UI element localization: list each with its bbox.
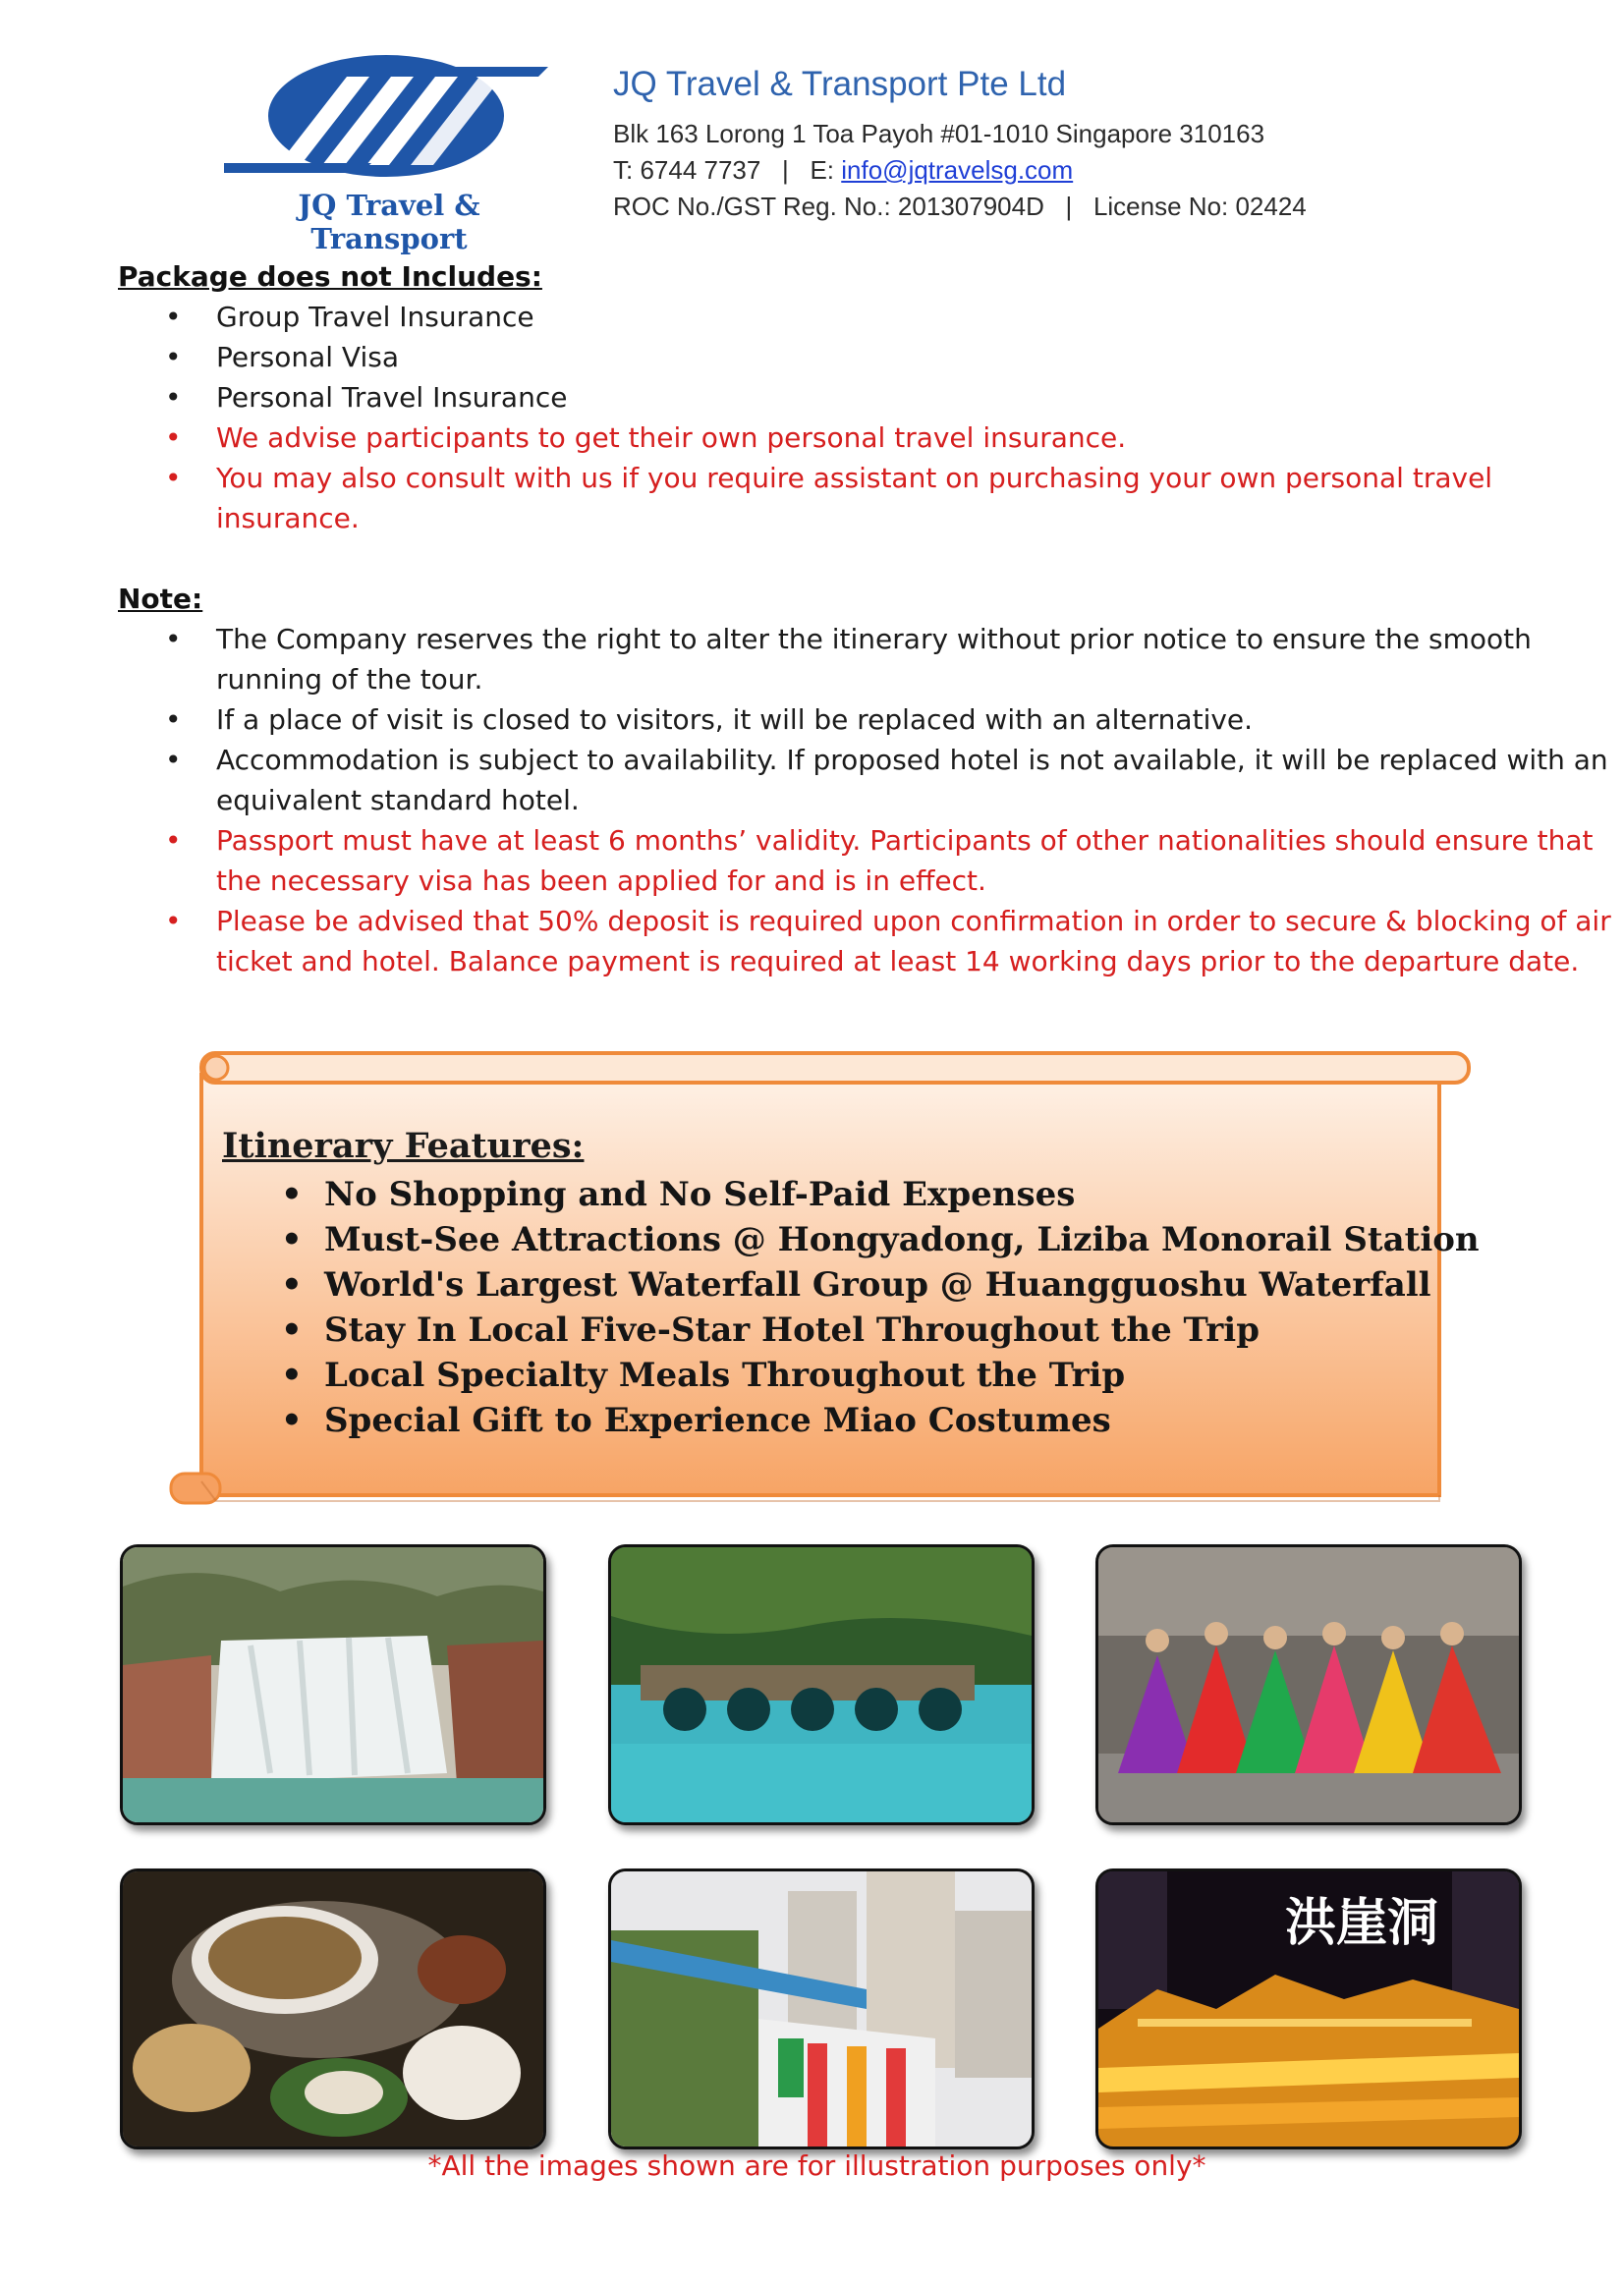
list-item: • Group Travel Insurance (118, 297, 1624, 337)
bullet-icon: • (165, 421, 182, 454)
list-item: • No Shopping and No Self-Paid Expenses (222, 1172, 1480, 1217)
features-list (222, 1172, 1480, 1443)
hongyadong-sign: 洪崖洞 (1285, 1894, 1439, 1953)
company-info (613, 65, 1307, 225)
list-item: • Please be advised that 50% deposit is required upon confirmation in order to secure & blocking of air ticket and hotel. Balance payment is required at least 14 working days prior to the departure date. (118, 901, 1624, 981)
bullet-icon: • (281, 1265, 303, 1305)
notes-heading: Note: (118, 583, 203, 615)
bullet-icon: • (165, 381, 182, 414)
bullet-icon: • (281, 1220, 303, 1259)
bullet-icon: • (165, 824, 182, 857)
monorail-station-photo (608, 1868, 1035, 2149)
logo-wordmark: JQ Travel & Transport (298, 189, 480, 255)
bullet-icon: • (165, 905, 182, 937)
company-phone: T: 6744 7737 | E: (613, 155, 842, 185)
company-email-link[interactable]: info@jqtravelsg.com (841, 155, 1074, 185)
hongyadong-night-photo (1095, 1868, 1522, 2149)
notes-section (118, 580, 1624, 981)
list-item: • The Company reserves the right to alter the itinerary without prior notice to ensure the smooth running of the tour. (118, 619, 1624, 699)
bullet-icon: • (165, 301, 182, 333)
list-item: • Special Gift to Experience Miao Costumes (222, 1398, 1480, 1443)
image-disclaimer: *All the images shown are for illustration purposes only* (427, 2149, 1206, 2182)
list-item: • You may also consult with us if you require assistant on purchasing your own personal travel insurance. (118, 458, 1624, 538)
company-name: JQ Travel & Transport Pte Ltd (613, 65, 1067, 103)
company-address: Blk 163 Lorong 1 Toa Payoh #01-1010 Singapore 310163 (613, 119, 1265, 148)
bullet-icon: • (165, 623, 182, 655)
list-item: • Local Specialty Meals Throughout the Trip (222, 1353, 1480, 1398)
company-contact (613, 152, 1307, 189)
company-registration: ROC No./GST Reg. No.: 201307904D | License No: 02424 (613, 192, 1307, 221)
bullet-icon: • (281, 1401, 303, 1440)
notes-list (118, 619, 1624, 981)
miao-costumes-photo (1095, 1544, 1522, 1825)
list-item: • If a place of visit is closed to visitors, it will be replaced with an alternative. (118, 699, 1624, 740)
hotpot-meal-photo (120, 1868, 546, 2149)
list-item: • Must-See Attractions @ Hongyadong, Liziba Monorail Station (222, 1217, 1480, 1262)
stone-bridge-photo (608, 1544, 1035, 1825)
bullet-icon: • (165, 703, 182, 736)
list-item: • Accommodation is subject to availability. If proposed hotel is not available, it will be replaced with an equivalent standard hotel. (118, 740, 1624, 820)
excludes-heading: Package does not Includes: (118, 260, 542, 293)
bullet-icon: • (165, 341, 182, 373)
waterfall-photo (120, 1544, 546, 1825)
bullet-icon: • (281, 1175, 303, 1214)
list-item: • Personal Travel Insurance (118, 377, 1624, 418)
list-item: • Passport must have at least 6 months’ validity. Participants of other nationalities should ensure that the necessary visa has been applied for and is in effect. (118, 820, 1624, 901)
bullet-icon: • (281, 1356, 303, 1395)
bullet-icon: • (281, 1310, 303, 1350)
list-item: • We advise participants to get their own personal travel insurance. (118, 418, 1624, 458)
list-item: • World's Largest Waterfall Group @ Huangguoshu Waterfall (222, 1262, 1480, 1308)
bullet-icon: • (165, 744, 182, 776)
features-title: Itinerary Features: (222, 1126, 585, 1166)
list-item: • Personal Visa (118, 337, 1624, 377)
list-item: • Stay In Local Five-Star Hotel Throughout the Trip (222, 1308, 1480, 1353)
excludes-list (118, 297, 1624, 538)
excludes-section (118, 257, 1624, 538)
itinerary-features (222, 1126, 1480, 1443)
bullet-icon: • (165, 462, 182, 494)
